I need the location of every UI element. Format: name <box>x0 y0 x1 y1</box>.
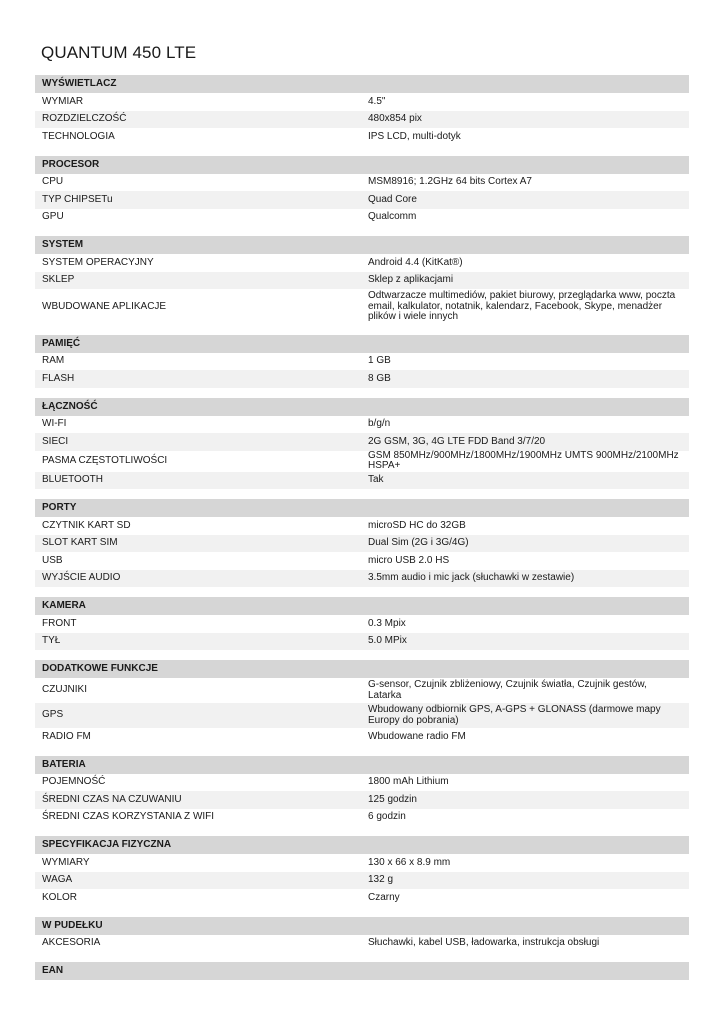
spec-label: ŚREDNI CZAS KORZYSTANIA Z WIFI <box>42 811 215 822</box>
spec-row <box>35 854 689 872</box>
spec-label: POJEMNOŚĆ <box>42 776 106 787</box>
spec-value: Odtwarzacze multimediów, pakiet biurowy, przeglądarka www, poczta email, kalkulator, notatnik, kalendarz, Facebook, Skype, menadżer plików i wiele innych <box>368 290 676 322</box>
spec-label: TYP CHIPSETu <box>42 193 113 205</box>
spec-row <box>35 935 689 953</box>
spec-label: CZYTNIK KART SD <box>42 519 131 531</box>
spec-label: WYMIAR <box>42 95 84 107</box>
spec-row <box>35 472 689 490</box>
spec-label: TECHNOLOGIA <box>42 130 115 142</box>
spec-section <box>35 962 689 980</box>
spec-label: SYSTEM OPERACYJNY <box>42 256 154 268</box>
spec-value: Sklep z aplikacjami <box>368 274 454 285</box>
spec-section <box>35 836 689 907</box>
spec-row <box>35 678 689 703</box>
section-header: SPECYFIKACJA FIZYCZNA <box>35 836 689 854</box>
spec-value: Wbudowane radio FM <box>368 730 466 742</box>
spec-value: Wbudowany odbiornik GPS, A-GPS + GLONASS (darmowe mapy Europy do pobrania) <box>368 704 661 726</box>
spec-value: 125 godzin <box>368 793 417 805</box>
spec-label: SLOT KART SIM <box>42 537 118 548</box>
spec-label: WI-FI <box>42 418 67 429</box>
spec-value: 8 GB <box>368 372 391 384</box>
section-header: PORTY <box>35 499 689 517</box>
page-title: QUANTUM 450 LTE <box>41 43 197 62</box>
spec-row <box>35 370 689 388</box>
spec-value: G-sensor, Czujnik zbliżeniowy, Czujnik światła, Czujnik gestów, Latarka <box>368 679 647 701</box>
spec-value: 6 godzin <box>368 811 406 822</box>
spec-value: micro USB 2.0 HS <box>368 554 450 566</box>
section-header: W PUDEŁKU <box>35 917 689 935</box>
spec-row <box>35 272 689 290</box>
spec-row <box>35 633 689 651</box>
spec-label: RADIO FM <box>42 730 91 742</box>
spec-row <box>35 791 689 809</box>
spec-label: GPS <box>42 709 64 721</box>
spec-label: ŚREDNI CZAS NA CZUWANIU <box>42 793 182 805</box>
spec-section <box>35 917 689 953</box>
spec-section <box>35 398 689 490</box>
spec-value: 5.0 MPix <box>368 635 407 646</box>
spec-value: Quad Core <box>368 193 417 205</box>
spec-row <box>35 517 689 535</box>
spec-row <box>35 111 689 129</box>
spec-value: 1 GB <box>368 355 391 366</box>
spec-label: KOLOR <box>42 891 78 903</box>
spec-label: CPU <box>42 176 64 187</box>
spec-value: 0.3 Mpix <box>368 617 406 629</box>
spec-value: 132 g <box>368 874 394 885</box>
spec-value: IPS LCD, multi-dotyk <box>368 130 461 142</box>
spec-section <box>35 597 689 650</box>
spec-value: b/g/n <box>368 418 391 429</box>
section-header: PROCESOR <box>35 156 689 174</box>
spec-value: GSM 850MHz/900MHz/1800MHz/1900MHz UMTS 900MHz/2100MHz HSPA+ <box>368 449 679 471</box>
spec-label: USB <box>42 554 63 566</box>
spec-row <box>35 889 689 907</box>
section-header: KAMERA <box>35 597 689 615</box>
section-header: SYSTEM <box>35 236 689 254</box>
section-header: WYŚWIETLACZ <box>35 75 689 93</box>
spec-value: Tak <box>368 474 384 485</box>
spec-label: CZUJNIKI <box>42 684 87 696</box>
spec-label: FLASH <box>42 372 75 384</box>
spec-row <box>35 703 689 728</box>
spec-row <box>35 809 689 827</box>
spec-label: RAM <box>42 355 65 366</box>
spec-row <box>35 615 689 633</box>
spec-label: SKLEP <box>42 274 75 285</box>
spec-row <box>35 433 689 451</box>
spec-label: PASMA CZĘSTOTLIWOŚCI <box>42 454 168 466</box>
spec-value: MSM8916; 1.2GHz 64 bits Cortex A7 <box>368 176 532 187</box>
spec-value: 4.5" <box>368 95 386 107</box>
spec-label: TYŁ <box>42 635 61 646</box>
spec-value: Qualcomm <box>368 211 417 222</box>
spec-value: Czarny <box>368 891 400 903</box>
spec-section <box>35 156 689 227</box>
spec-label: SIECI <box>42 435 69 447</box>
spec-label: WYJŚCIE AUDIO <box>42 572 121 583</box>
spec-row <box>35 353 689 371</box>
spec-value: 2G GSM, 3G, 4G LTE FDD Band 3/7/20 <box>368 435 546 447</box>
spec-label: WBUDOWANE APLIKACJE <box>42 300 167 312</box>
spec-row <box>35 728 689 746</box>
spec-row <box>35 570 689 588</box>
spec-value: 3.5mm audio i mic jack (słuchawki w zestawie) <box>368 572 575 583</box>
spec-label: GPU <box>42 211 64 222</box>
spec-label: BLUETOOTH <box>42 474 103 485</box>
spec-row <box>35 254 689 272</box>
spec-row <box>35 872 689 890</box>
spec-row <box>35 209 689 227</box>
spec-label: AKCESORIA <box>42 937 101 948</box>
spec-row <box>35 191 689 209</box>
spec-section <box>35 499 689 587</box>
spec-section <box>35 75 689 146</box>
spec-value: 480x854 pix <box>368 113 422 124</box>
spec-row <box>35 93 689 111</box>
spec-row <box>35 174 689 192</box>
section-header: DODATKOWE FUNKCJE <box>35 660 689 678</box>
section-header: PAMIĘĆ <box>35 335 689 353</box>
spec-label: ROZDZIELCZOŚĆ <box>42 113 127 124</box>
spec-value: 1800 mAh Lithium <box>368 776 449 787</box>
spec-table <box>35 75 689 990</box>
spec-row <box>35 552 689 570</box>
spec-value: Android 4.4 (KitKat®) <box>368 256 463 268</box>
spec-section <box>35 335 689 388</box>
section-header: ŁĄCZNOŚĆ <box>35 398 689 416</box>
spec-value: Słuchawki, kabel USB, ładowarka, instrukcja obsługi <box>368 937 600 948</box>
spec-row <box>35 289 689 325</box>
spec-row <box>35 416 689 434</box>
spec-label: FRONT <box>42 617 77 629</box>
spec-value: Dual Sim (2G i 3G/4G) <box>368 537 469 548</box>
spec-section <box>35 660 689 746</box>
spec-section <box>35 756 689 827</box>
spec-section <box>35 236 689 325</box>
spec-row <box>35 128 689 146</box>
spec-row <box>35 535 689 553</box>
section-header: BATERIA <box>35 756 689 774</box>
spec-label: WAGA <box>42 874 73 885</box>
spec-value: microSD HC do 32GB <box>368 519 466 531</box>
spec-row <box>35 451 689 472</box>
spec-value: 130 x 66 x 8.9 mm <box>368 856 451 868</box>
spec-label: WYMIARY <box>42 856 90 868</box>
section-header: EAN <box>35 962 689 980</box>
spec-row <box>35 774 689 792</box>
